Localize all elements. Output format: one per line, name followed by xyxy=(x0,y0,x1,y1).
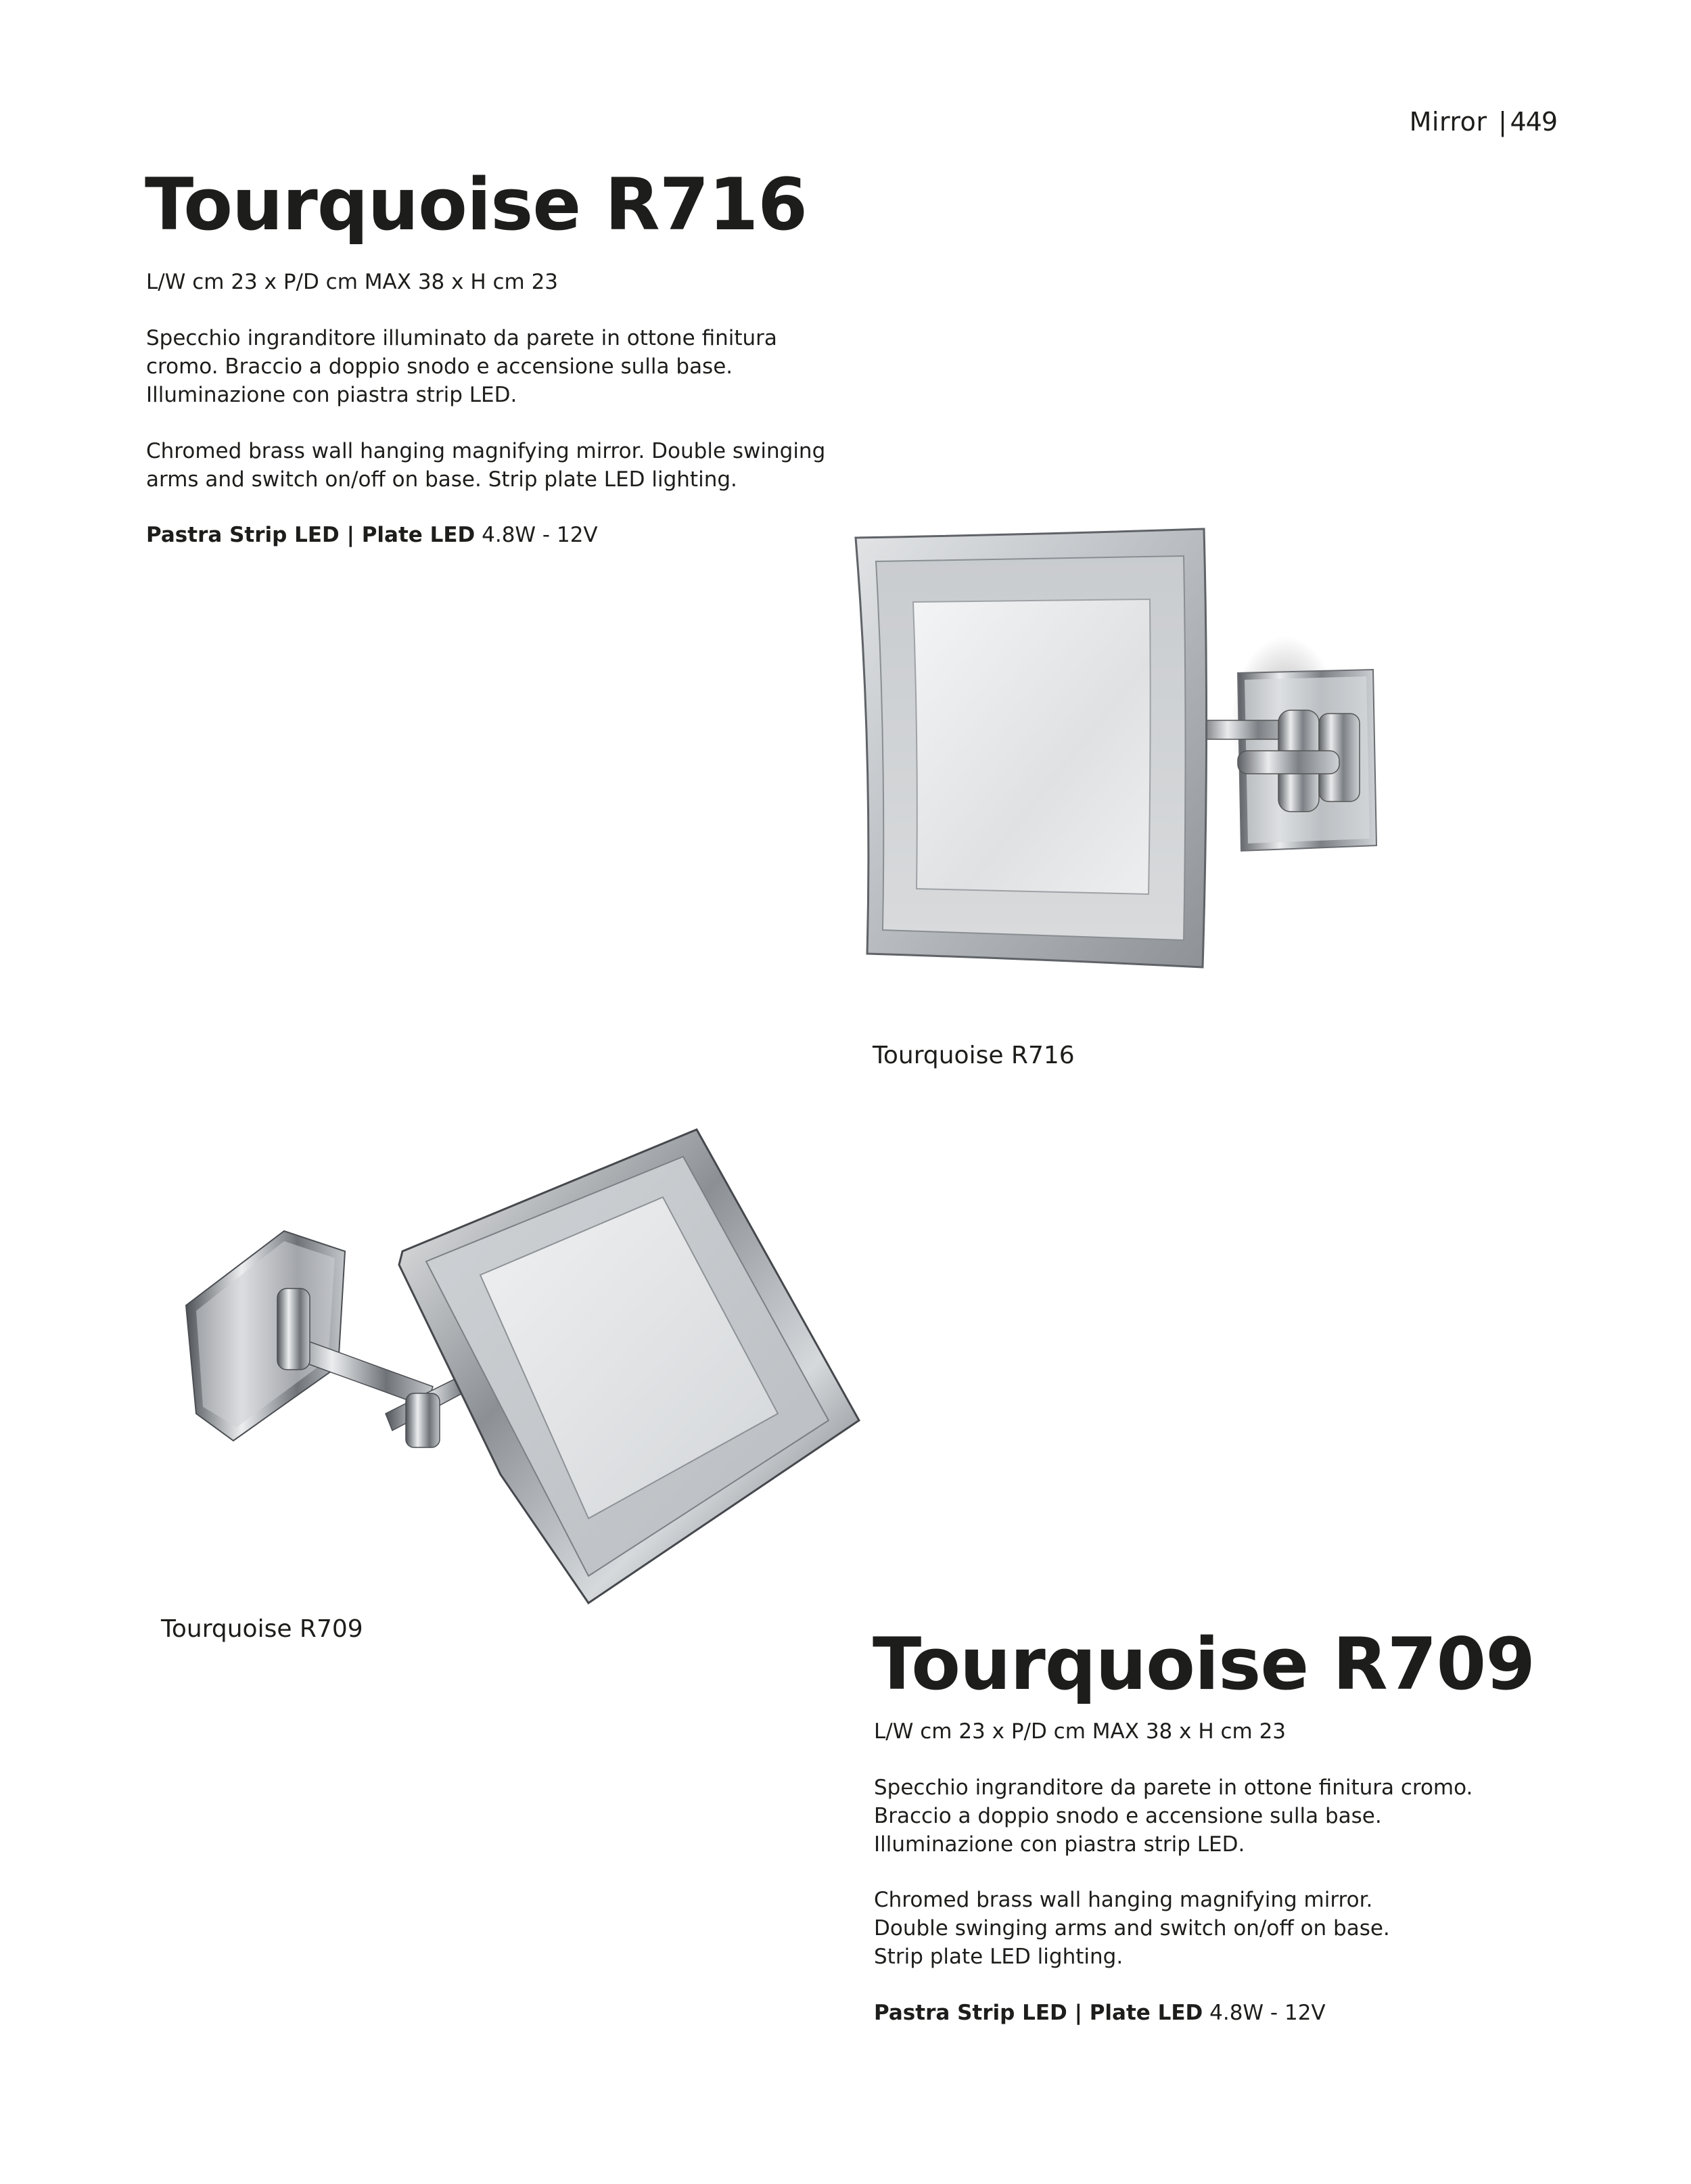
description-italian-r709 xyxy=(874,1773,1473,1859)
header-separator: | xyxy=(1498,107,1508,137)
image-caption-r709: Tourquoise R709 xyxy=(161,1615,363,1643)
spec-line-r709 xyxy=(874,2001,1326,2025)
spec-value: 4.8W - 12V xyxy=(482,523,598,547)
desc-line: arms and switch on/off on base. Strip plate LED lighting. xyxy=(146,467,737,492)
spec-value: 4.8W - 12V xyxy=(1209,2001,1326,2025)
product-title-r716: Tourquoise R716 xyxy=(145,163,808,246)
desc-line: Chromed brass wall hanging magnifying mirror. xyxy=(874,1888,1373,1912)
desc-line: Specchio ingranditore da parete in ottone finitura cromo. xyxy=(874,1775,1473,1800)
spec-label: Pastra Strip LED | Plate LED xyxy=(874,2001,1203,2025)
description-english-r709 xyxy=(874,1886,1390,1971)
product-title-r709: Tourquoise R709 xyxy=(873,1623,1535,1706)
desc-line: Braccio a doppio snodo e accensione sulla base. xyxy=(874,1804,1382,1828)
desc-line: Specchio ingranditore illuminato da parete in ottone finitura xyxy=(146,326,777,350)
product-dimensions-r716: L/W cm 23 x P/D cm MAX 38 x H cm 23 xyxy=(146,270,559,294)
desc-line: Double swinging arms and switch on/off on base. xyxy=(874,1916,1390,1941)
desc-line: Strip plate LED lighting. xyxy=(874,1945,1124,1969)
description-english-r716 xyxy=(146,437,825,494)
desc-line: Chromed brass wall hanging magnifying mirror. Double swinging xyxy=(146,439,826,463)
desc-line: Illuminazione con piastra strip LED. xyxy=(146,383,517,407)
page-number: 449 xyxy=(1510,107,1557,137)
product-image-r716 xyxy=(839,521,1461,994)
spec-line-r716 xyxy=(146,523,598,547)
product-dimensions-r709: L/W cm 23 x P/D cm MAX 38 x H cm 23 xyxy=(874,1719,1287,1744)
image-caption-r716: Tourquoise R716 xyxy=(873,1042,1075,1069)
product-image-r709 xyxy=(183,1130,886,1617)
section-label: Mirror xyxy=(1409,107,1487,137)
page-header xyxy=(1410,107,1557,137)
desc-line: cromo. Braccio a doppio snodo e accensione sulla base. xyxy=(146,354,733,379)
spec-label: Pastra Strip LED | Plate LED xyxy=(146,523,476,547)
desc-line: Illuminazione con piastra strip LED. xyxy=(874,1832,1245,1857)
description-italian-r716 xyxy=(146,324,777,409)
